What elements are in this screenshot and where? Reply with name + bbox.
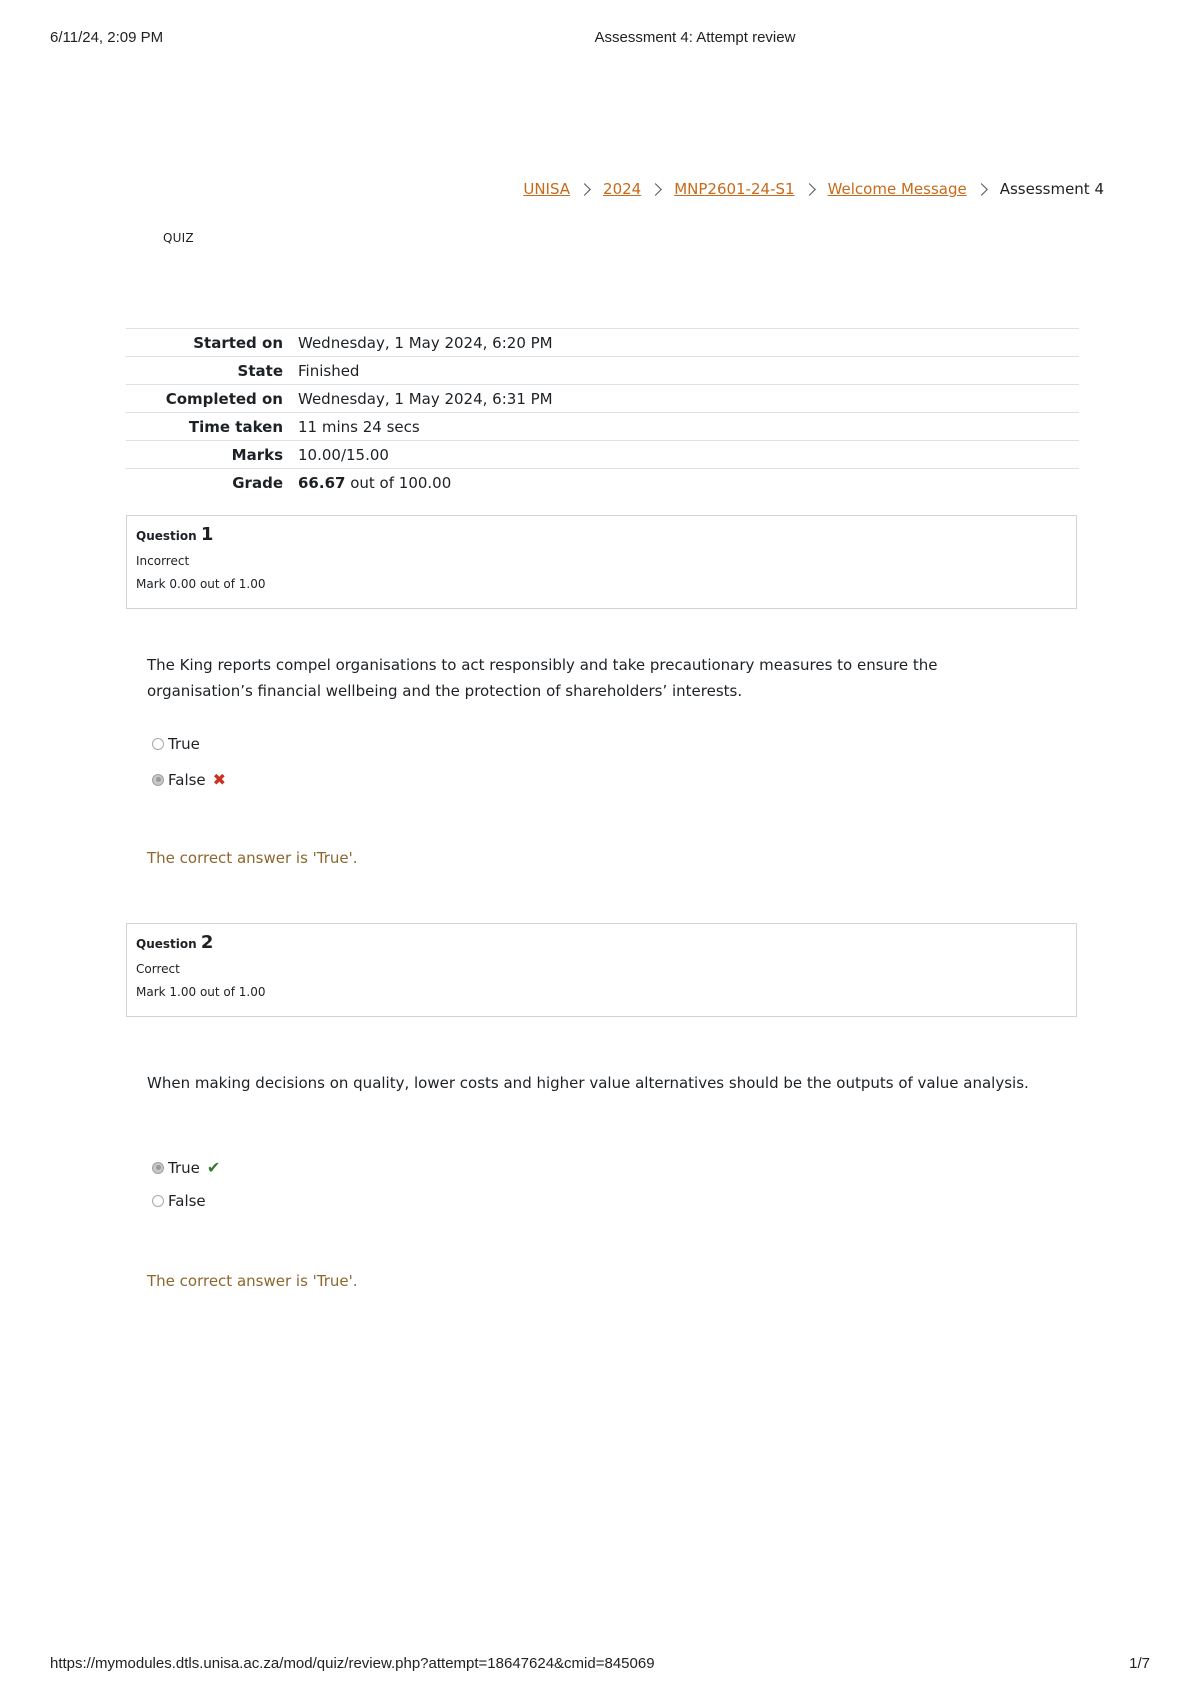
correct-answer-feedback: The correct answer is 'True'. — [147, 1272, 358, 1290]
correct-answer-feedback: The correct answer is 'True'. — [147, 849, 358, 867]
answer-option-true[interactable] — [152, 735, 200, 753]
breadcrumb-link-section[interactable]: Welcome Message — [827, 180, 967, 198]
chevron-right-icon — [803, 183, 816, 196]
radio-button-selected[interactable] — [152, 1162, 164, 1174]
check-icon: ✔ — [206, 1158, 221, 1177]
breadcrumb-current: Assessment 4 — [999, 180, 1104, 198]
radio-button-selected[interactable] — [152, 774, 164, 786]
question-number — [136, 932, 1067, 953]
summary-label: Grade — [232, 474, 283, 492]
answer-label: False — [168, 1192, 206, 1210]
grade-score: 66.67 — [298, 474, 346, 492]
question-prefix: Question — [136, 529, 197, 543]
question-number-value: 2 — [200, 932, 214, 953]
question-state: Incorrect — [136, 554, 190, 568]
question-prefix: Question — [136, 937, 197, 951]
chevron-right-icon — [578, 183, 591, 196]
answer-label: False — [168, 770, 206, 789]
summary-value: 10.00/15.00 — [298, 446, 389, 464]
print-date: 6/11/24, 2:09 PM — [50, 29, 164, 46]
question-info-box — [126, 515, 1077, 609]
summary-row-completed — [126, 385, 1079, 413]
answer-option-false[interactable] — [152, 1192, 206, 1210]
radio-button[interactable] — [152, 738, 164, 750]
summary-value: Wednesday, 1 May 2024, 6:31 PM — [298, 390, 553, 408]
breadcrumb-link-unisa[interactable]: UNISA — [523, 180, 571, 198]
summary-value — [298, 469, 1079, 497]
summary-row-started — [126, 329, 1079, 357]
answer-label: True — [168, 1158, 200, 1177]
question-text: The King reports compel organisations to act responsibly and take precautionary measures to ensure the organisation’s financial wellbeing and the protection of shareholders’ interests. — [147, 656, 938, 700]
grade-out-of: out of 100.00 — [345, 474, 452, 492]
print-url: https://mymodules.dtls.unisa.ac.za/mod/quiz/review.php?attempt=18647624&cmid=845069 — [50, 1655, 655, 1672]
chevron-right-icon — [649, 183, 662, 196]
summary-row-time-taken — [126, 413, 1079, 441]
summary-value: Wednesday, 1 May 2024, 6:20 PM — [298, 334, 553, 352]
summary-label: Completed on — [165, 390, 283, 408]
summary-label: Time taken — [188, 418, 283, 436]
answer-option-false[interactable] — [152, 770, 226, 789]
summary-label: Marks — [231, 446, 283, 464]
print-page-number: 1/7 — [1129, 1655, 1150, 1672]
summary-row-marks — [126, 441, 1079, 469]
answer-label: True — [168, 735, 200, 753]
summary-row-grade — [126, 469, 1079, 497]
activity-type-label: QUIZ — [163, 231, 194, 245]
question-number — [136, 524, 1067, 545]
print-title: Assessment 4: Attempt review — [594, 29, 796, 46]
question-grade: Mark 1.00 out of 1.00 — [136, 985, 266, 999]
summary-value: Finished — [298, 362, 360, 380]
question-text: When making decisions on quality, lower costs and higher value alternatives should be the outputs of value analysis. — [147, 1074, 1029, 1092]
question-grade: Mark 0.00 out of 1.00 — [136, 577, 266, 591]
summary-row-state — [126, 357, 1079, 385]
summary-label: State — [237, 362, 283, 380]
attempt-summary-table — [126, 328, 1079, 496]
question-state: Correct — [136, 962, 180, 976]
breadcrumb — [523, 180, 1104, 198]
cross-icon: ✖ — [212, 770, 227, 789]
answer-option-true[interactable] — [152, 1158, 220, 1177]
question-number-value: 1 — [200, 524, 214, 545]
breadcrumb-link-year[interactable]: 2024 — [603, 180, 642, 198]
summary-label: Started on — [193, 334, 283, 352]
summary-value: 11 mins 24 secs — [298, 418, 420, 436]
radio-button[interactable] — [152, 1195, 164, 1207]
chevron-right-icon — [975, 183, 988, 196]
question-info-box — [126, 923, 1077, 1017]
breadcrumb-link-course[interactable]: MNP2601-24-S1 — [674, 180, 795, 198]
